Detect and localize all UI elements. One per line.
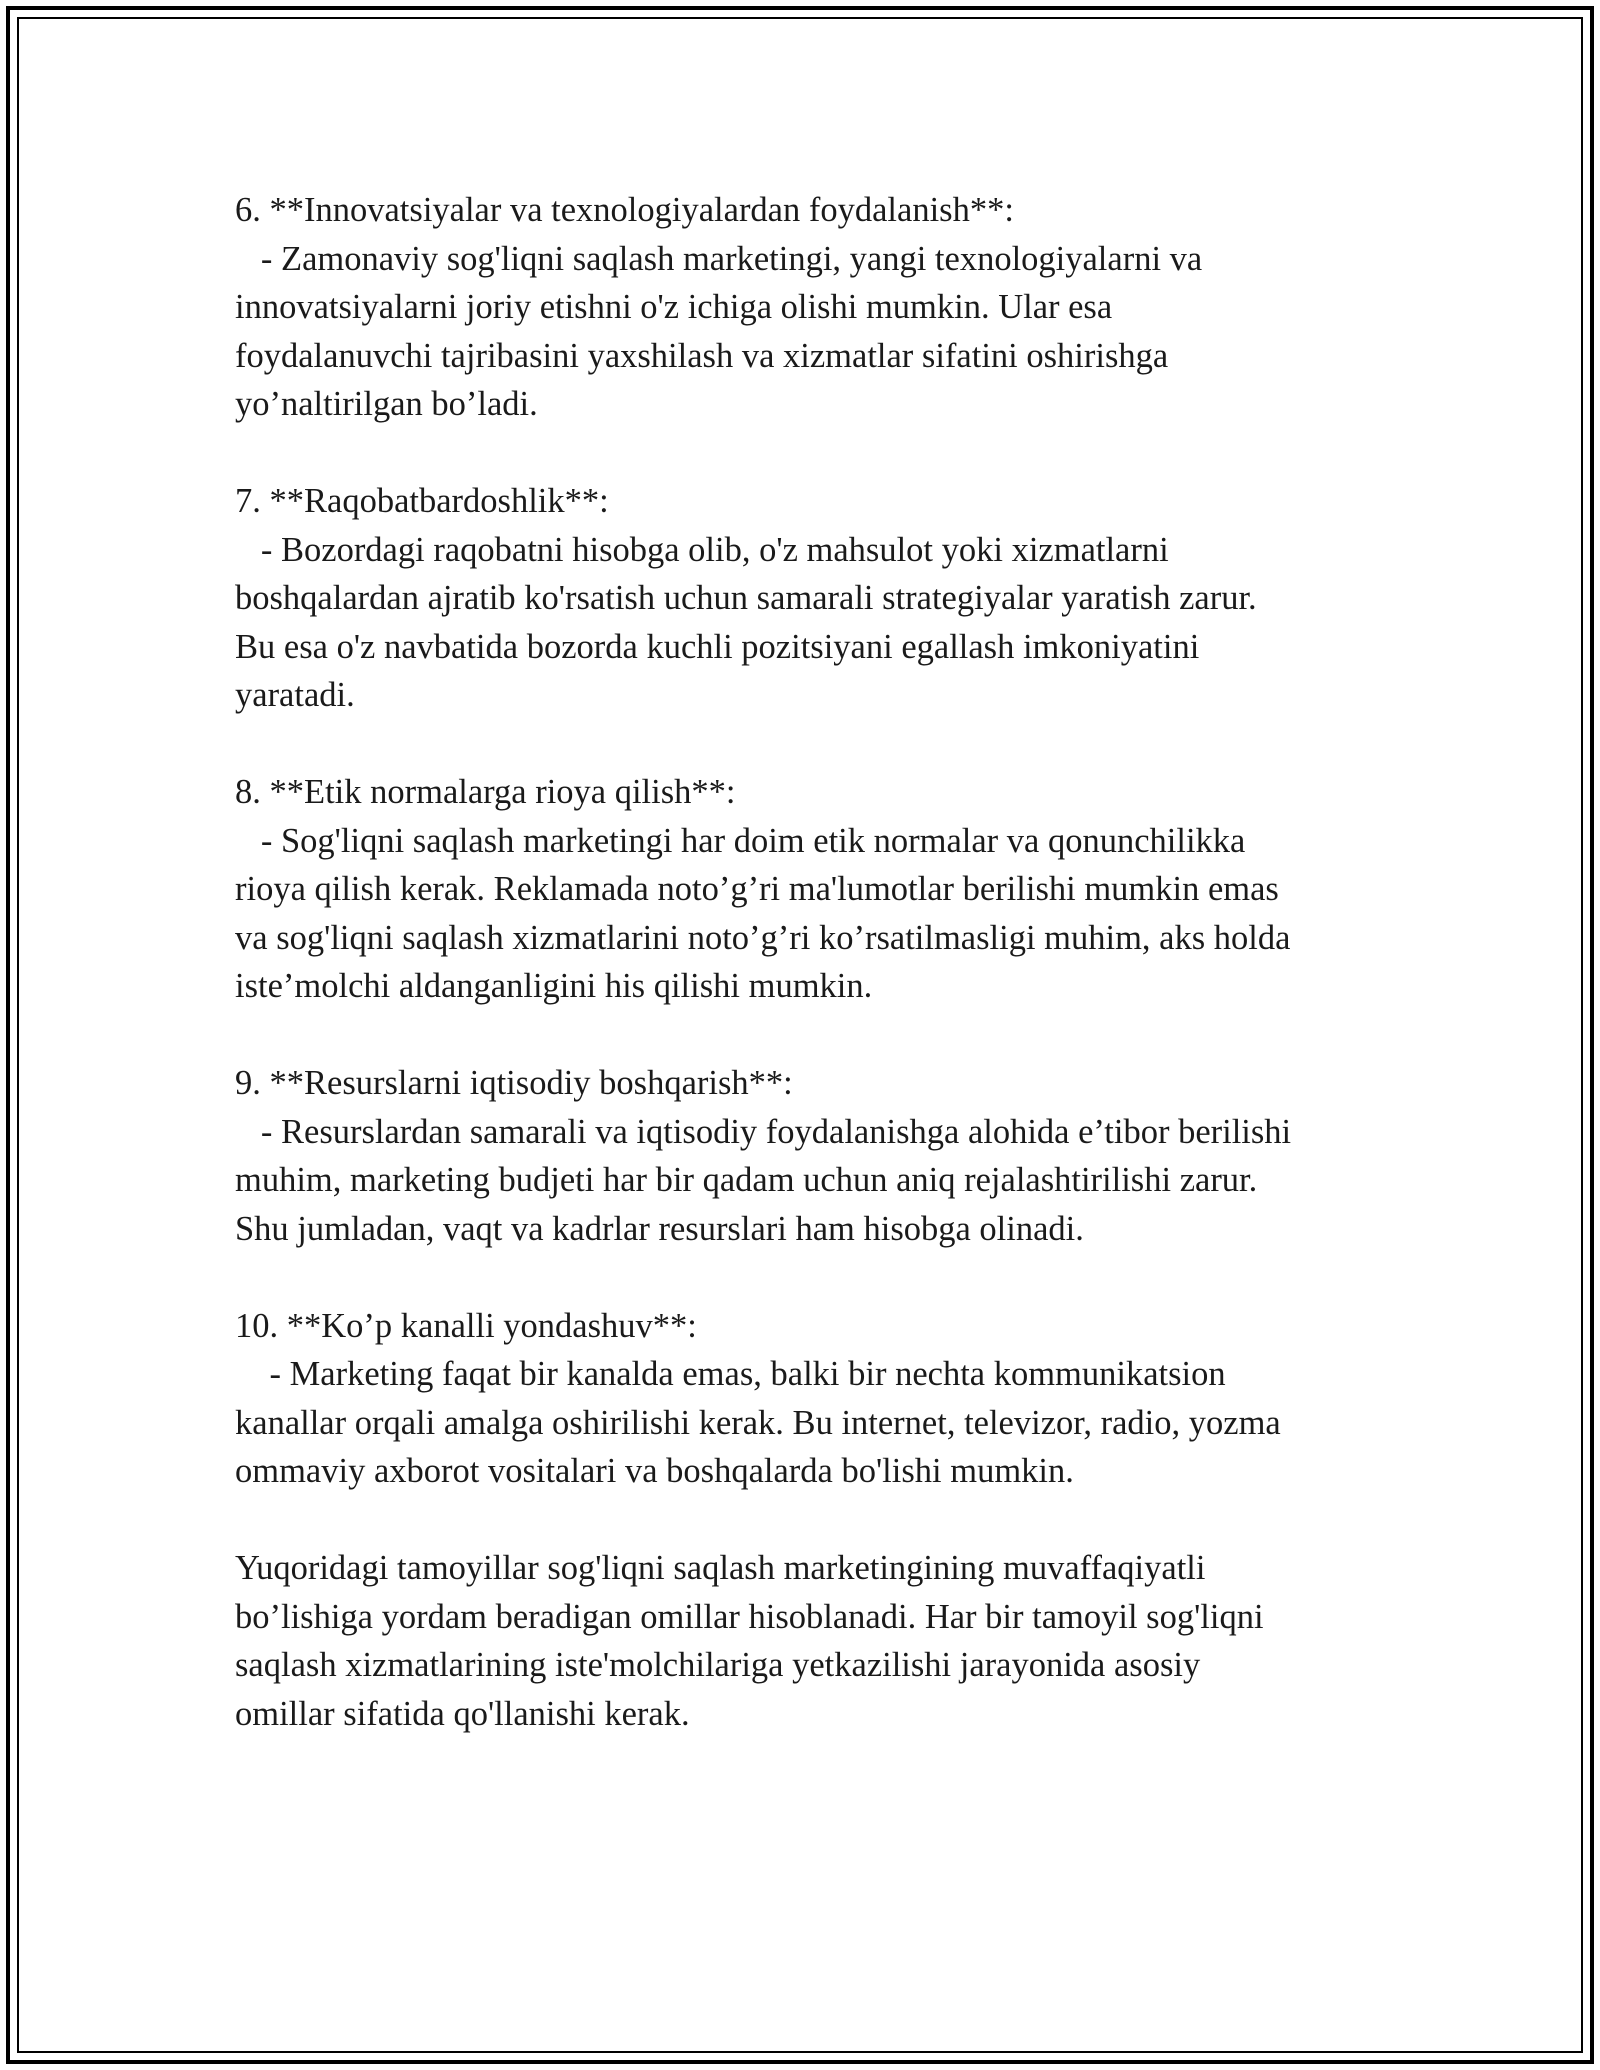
text-line: boshqalardan ajratib ko'rsatish uchun samarali strategiyalar yaratish zarur. [235, 579, 1257, 617]
text-line: saqlash xizmatlarining iste'molchilariga yetkazilishi jarayonida asosiy [235, 1646, 1201, 1684]
text-line: - Marketing faqat bir kanalda emas, balki bir nechta kommunikatsion [235, 1355, 1226, 1393]
section-heading: 10. **Ko’p kanalli yondashuv**: [235, 1306, 697, 1345]
text-line: - Bozordagi raqobatni hisobga olib, o'z mahsulot yoki xizmatlarni [235, 530, 1169, 569]
text-line: - Sog'liqni saqlash marketingi har doim etik normalar va qonunchilikka [235, 821, 1246, 860]
text-line: Yuqoridagi tamoyillar sog'liqni saqlash marketingining muvaffaqiyatli [235, 1549, 1206, 1587]
section-conclusion [235, 1544, 1395, 1738]
text-line: foydalanuvchi tajribasini yaxshilash va xizmatlar sifatini oshirishga [235, 336, 1169, 375]
section-heading: 9. **Resurslarni iqtisodiy boshqarish**: [235, 1064, 793, 1102]
text-line: innovatsiyalarni joriy etishni o'z ichiga olishi mumkin. Ular esa [235, 288, 1113, 326]
section-multichannel [235, 1302, 1395, 1496]
section-ethics [235, 768, 1395, 1011]
text-line: - Zamonaviy sog'liqni saqlash marketingi, yangi texnologiyalarni va [235, 239, 1203, 278]
text-line: - Resurslardan samarali va iqtisodiy foydalanishga alohida e’tibor berilishi [235, 1112, 1292, 1151]
text-line: Shu jumladan, vaqt va kadrlar resurslari ham hisobga olinadi. [235, 1209, 1084, 1248]
text-line: ommaviy axborot vositalari va boshqalarda bo'lishi mumkin. [235, 1452, 1074, 1490]
section-competitiveness [235, 477, 1395, 720]
text-line: rioya qilish kerak. Reklamada noto’g’ri ma'lumotlar berilishi mumkin emas [235, 870, 1279, 908]
document-body [235, 186, 1395, 1787]
section-heading: 8. **Etik normalarga rioya qilish**: [235, 773, 736, 811]
section-innovations [235, 186, 1395, 429]
text-line: Bu esa o'z navbatida bozorda kuchli pozitsiyani egallash imkoniyatini [235, 627, 1200, 666]
section-resources [235, 1059, 1395, 1253]
text-line: muhim, marketing budjeti har bir qadam uchun aniq rejalashtirilishi zarur. [235, 1161, 1258, 1199]
section-heading: 7. **Raqobatbardoshlik**: [235, 482, 609, 520]
text-line: bo’lishiga yordam beradigan omillar hisoblanadi. Har bir tamoyil sog'liqni [235, 1597, 1264, 1636]
text-line: va sog'liqni saqlash xizmatlarini noto’g’ri ko’rsatilmasligi muhim, aks holda [235, 918, 1291, 957]
text-line: yaratadi. [235, 676, 355, 714]
text-line: yo’naltirilgan bo’ladi. [235, 385, 538, 423]
text-line: omillar sifatida qo'llanishi kerak. [235, 1694, 690, 1733]
text-line: iste’molchi aldanganligini his qilishi mumkin. [235, 967, 873, 1005]
text-line: kanallar orqali amalga oshirilishi kerak. Bu internet, televizor, radio, yozma [235, 1403, 1281, 1442]
section-heading: 6. **Innovatsiyalar va texnologiyalardan foydalanish**: [235, 191, 1014, 229]
